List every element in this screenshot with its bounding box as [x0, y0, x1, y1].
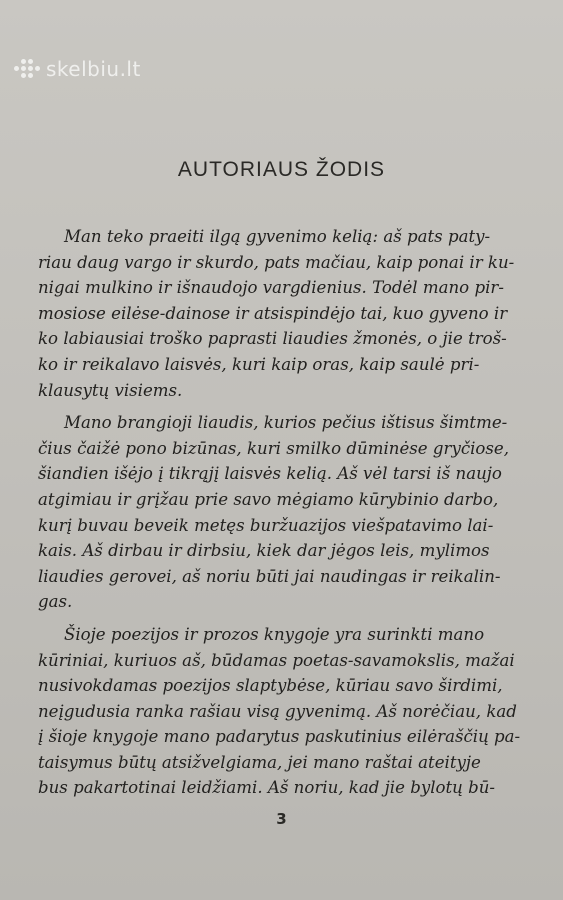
text-line: riau daug vargo ir skurdo, pats mačiau, kaip ponai ir ku- [38, 252, 515, 272]
text-line: klausytų visiems. [38, 380, 183, 400]
paragraph-1 [38, 224, 538, 403]
text-line: neįgudusia ranka rašiau visą gyvenimą. Aš norėčiau, kad [38, 701, 517, 721]
watermark-text: skelbiu.lt [46, 57, 141, 81]
paragraph-2 [38, 410, 538, 615]
text-line: ko ir reikalavo laisvės, kuri kaip oras, kaip saulė pri- [38, 354, 480, 374]
text-line: mosiose eilėse-dainose ir atsispindėjo tai, kuo gyveno ir [38, 303, 508, 323]
text-line: nigai mulkino ir išnaudojo vargdienius. Todėl mano pir- [38, 278, 504, 298]
text-line: kurį buvau beveik metęs buržuazijos viešpatavimo lai- [38, 515, 494, 535]
skelbiu-logo-icon [14, 56, 40, 82]
text-line: į šioje knygoje mano padarytus paskutinius eilėraščių pa- [38, 727, 521, 747]
text-line: kais. Aš dirbau ir dirbsiu, kiek dar jėgos leis, mylimos [38, 541, 490, 561]
watermark [14, 56, 141, 82]
page-number: 3 [276, 810, 287, 828]
text-line: atgimiau ir grįžau prie savo mėgiamo kūrybinio darbo, [38, 489, 499, 509]
text-line: Šioje poezijos ir prozos knygoje yra surinkti mano [64, 624, 485, 644]
text-line: gas. [38, 592, 73, 612]
text-line: taisymus būtų atsižvelgiama, jei mano raštai ateityje [38, 752, 481, 772]
text-line: ko labiausiai troško paprasti liaudies žmonės, o jie troš- [38, 329, 507, 349]
page-title: AUTORIAUS ŽODIS [177, 158, 386, 181]
text-line: nusivokdamas poezijos slaptybėse, kūriau savo širdimi, [38, 676, 503, 696]
text-line: Mano brangioji liaudis, kurios pečius ištisus šimtme- [64, 413, 508, 433]
text-line: kūriniai, kuriuos aš, būdamas poetas-savamokslis, mažai [38, 650, 515, 670]
text-line: šiandien išėjo į tikrąjį laisvės kelią. Aš vėl tarsi iš naujo [38, 464, 502, 484]
body-text [38, 224, 538, 808]
text-line: liaudies gerovei, aš noriu būti jai naudingas ir reikalin- [38, 566, 501, 586]
text-line: Man teko praeiti ilgą gyvenimo kelią: aš pats paty- [64, 227, 491, 246]
paragraph-3 [38, 622, 538, 801]
text-line: čius čaižė pono bizūnas, kuri smilko dūminėse gryčiose, [38, 438, 510, 458]
text-line: bus pakartotinai leidžiami. Aš noriu, kad jie bylotų bū- [38, 778, 496, 798]
